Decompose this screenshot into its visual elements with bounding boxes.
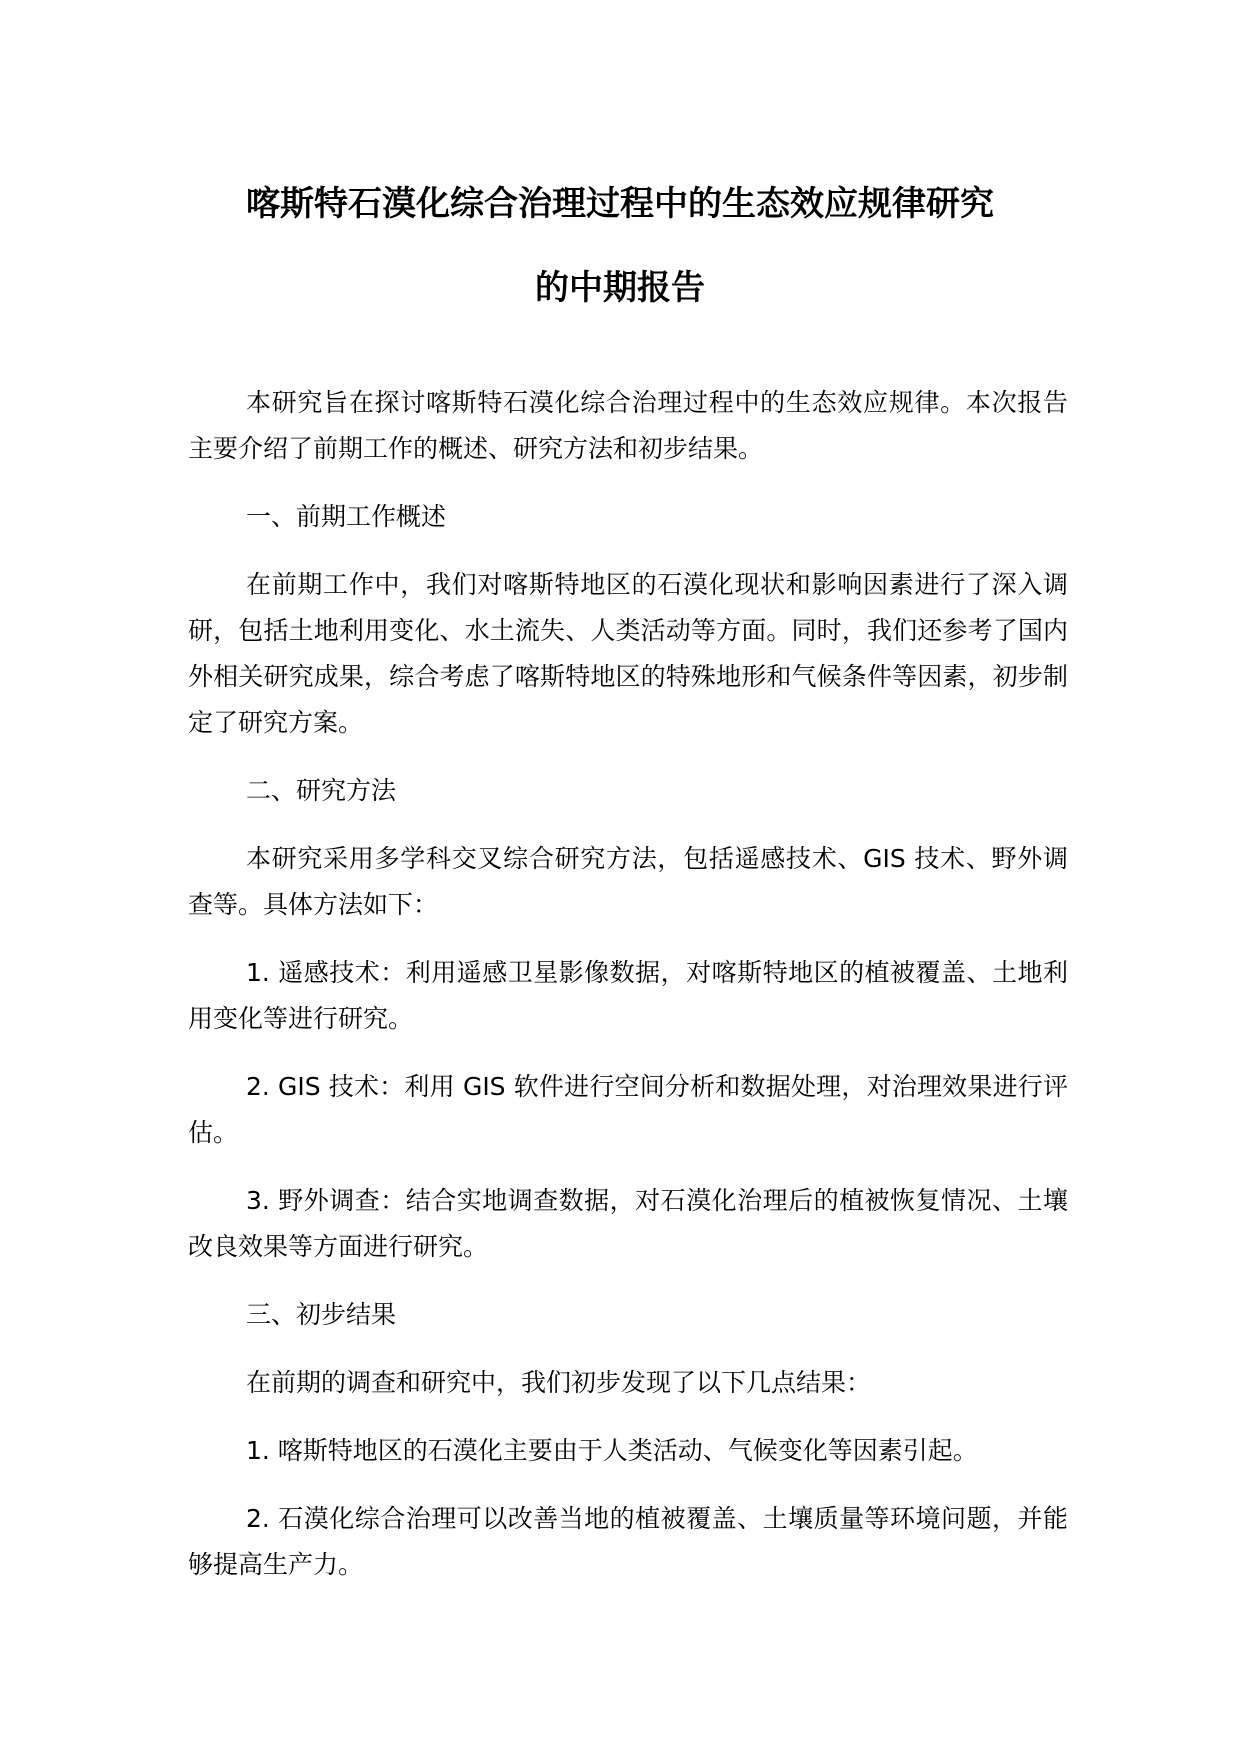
- method-item-2: 2. GIS 技术：利用 GIS 软件进行空间分析和数据处理，对治理效果进行评估。: [188, 1072, 1068, 1147]
- result-item-1: 1. 喀斯特地区的石漠化主要由于人类活动、气候变化等因素引起。: [246, 1436, 978, 1465]
- section-2-paragraph: 本研究采用多学科交叉综合研究方法，包括遥感技术、GIS 技术、野外调查等。具体方法如下：: [188, 844, 1068, 919]
- result-item-2: 2. 石漠化综合治理可以改善当地的植被覆盖、土壤质量等环境问题，并能够提高生产力。: [188, 1504, 1068, 1579]
- section-heading-1: 一、前期工作概述: [246, 502, 447, 531]
- document-title-line-2: 的中期报告: [535, 268, 705, 308]
- method-item-1: 1. 遥感技术：利用遥感卫星影像数据，对喀斯特地区的植被覆盖、土地利用变化等进行研究。: [188, 958, 1068, 1033]
- intro-paragraph: 本研究旨在探讨喀斯特石漠化综合治理过程中的生态效应规律。本次报告主要介绍了前期工作的概述、研究方法和初步结果。: [188, 388, 1068, 463]
- document-body: [188, 380, 1068, 1610]
- section-1-paragraph: 在前期工作中，我们对喀斯特地区的石漠化现状和影响因素进行了深入调研，包括土地利用变化、水土流失、人类活动等方面。同时，我们还参考了国内外相关研究成果，综合考虑了喀斯特地区的特殊地形和气候条件等因素，初步制定了研究方案。: [188, 570, 1068, 737]
- section-heading-3: 三、初步结果: [246, 1300, 397, 1329]
- document-title-line-1: 喀斯特石漠化综合治理过程中的生态效应规律研究: [246, 184, 994, 224]
- section-3-paragraph: 在前期的调查和研究中，我们初步发现了以下几点结果：: [246, 1368, 872, 1397]
- section-heading-2: 二、研究方法: [246, 776, 397, 805]
- method-item-3: 3. 野外调查：结合实地调查数据，对石漠化治理后的植被恢复情况、土壤改良效果等方面进行研究。: [188, 1186, 1068, 1261]
